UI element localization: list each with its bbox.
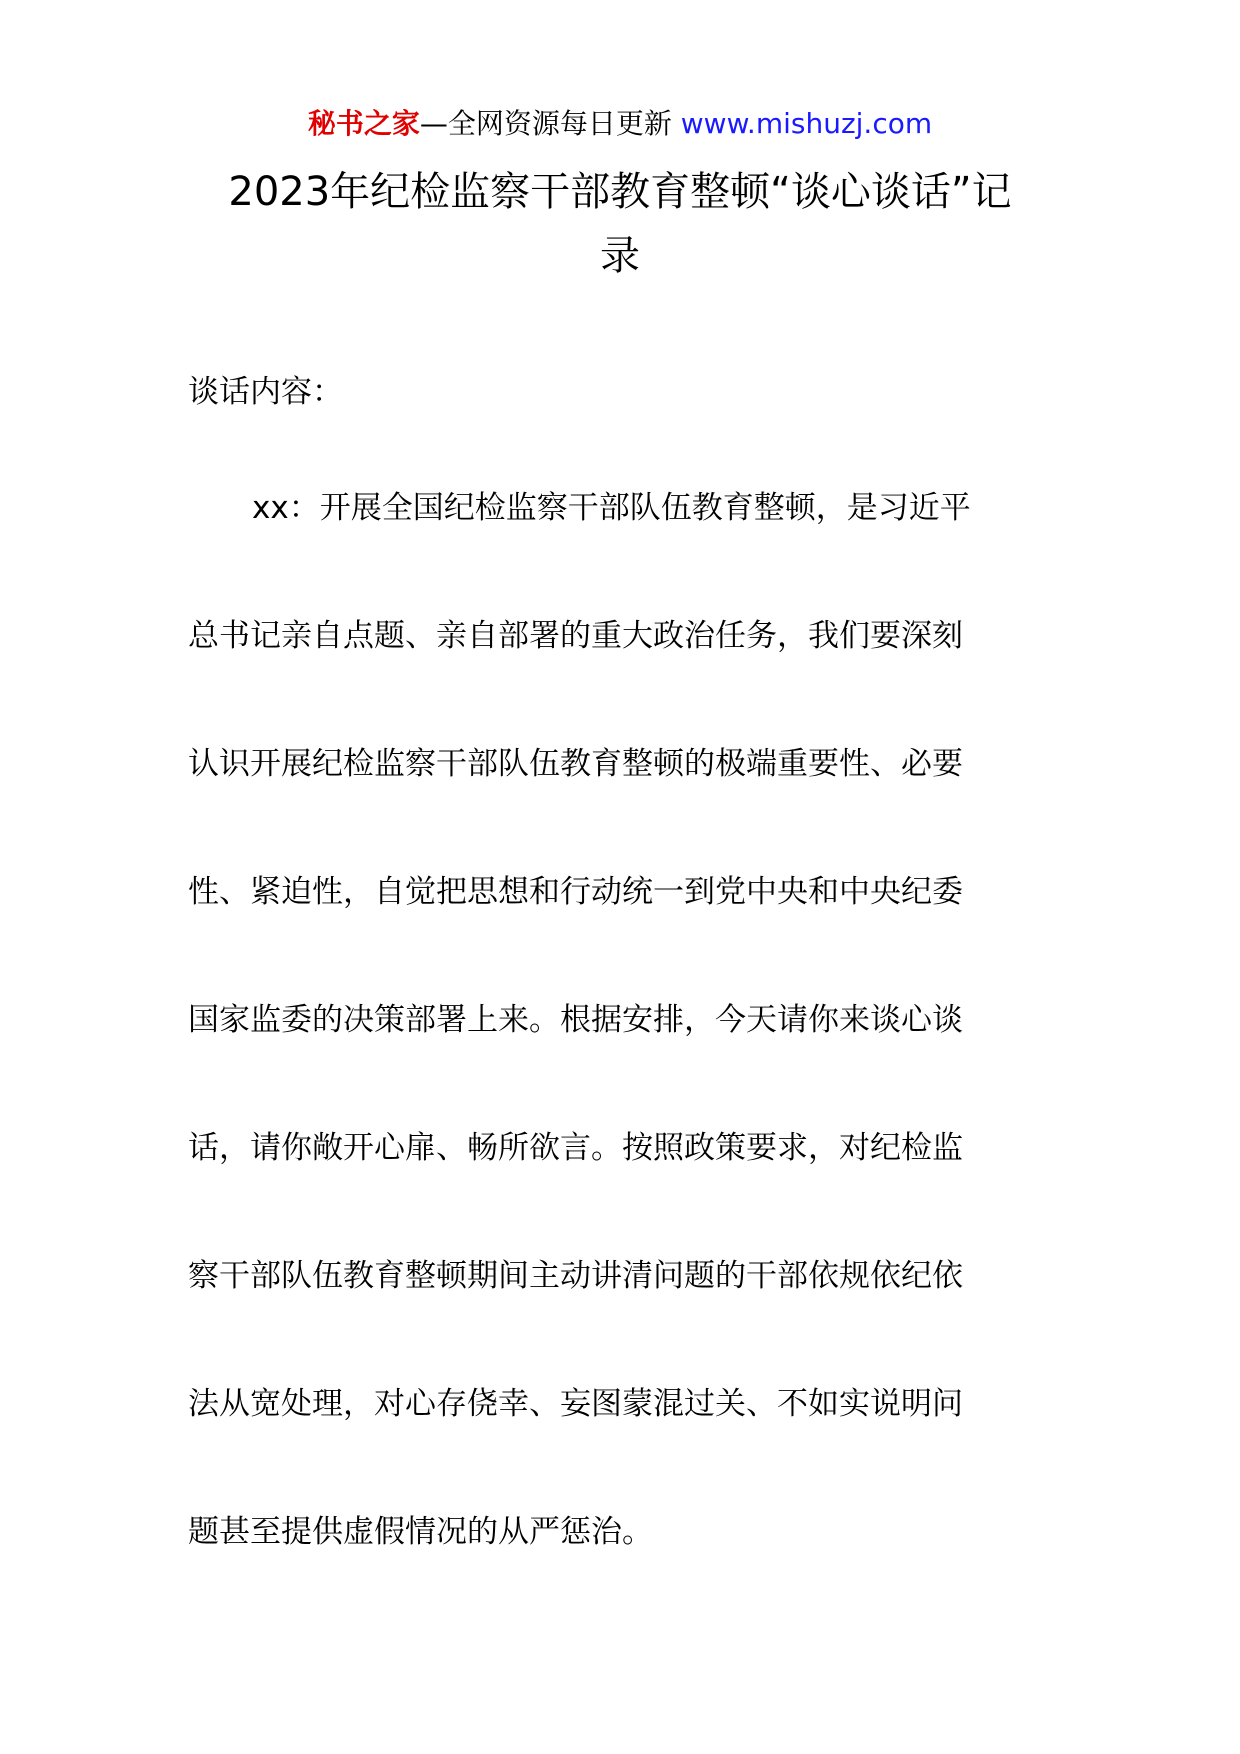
body-line: xx：开展全国纪检监察干部队伍教育整顿，是习近平 (252, 490, 971, 526)
brand-name: 秘书之家 (307, 107, 420, 140)
body-line: 认识开展纪检监察干部队伍教育整顿的极端重要性、必要 (188, 746, 963, 782)
body-line: 话，请你敞开心扉、畅所欲言。按照政策要求，对纪检监 (188, 1130, 963, 1166)
body-line: 题甚至提供虚假情况的从严惩治。 (188, 1514, 653, 1550)
site-header (0, 104, 1240, 144)
site-url-link[interactable]: www.mishuzj.com (680, 107, 933, 140)
section-label: 谈话内容： (188, 374, 343, 410)
body-line: 国家监委的决策部署上来。根据安排，今天请你来谈心谈 (188, 1002, 963, 1038)
body-line: 总书记亲自点题、亲自部署的重大政治任务，我们要深刻 (188, 618, 963, 654)
header-tagline: —全网资源每日更新 (419, 107, 681, 140)
body-line: 性、紧迫性，自觉把思想和行动统一到党中央和中央纪委 (188, 874, 963, 910)
body-line: 法从宽处理，对心存侥幸、妄图蒙混过关、不如实说明问 (188, 1386, 963, 1422)
document-title: 2023年纪检监察干部教育整顿“谈心谈话”记录 (228, 169, 1012, 279)
body-line: 察干部队伍教育整顿期间主动讲清问题的干部依规依纪依 (188, 1258, 963, 1294)
